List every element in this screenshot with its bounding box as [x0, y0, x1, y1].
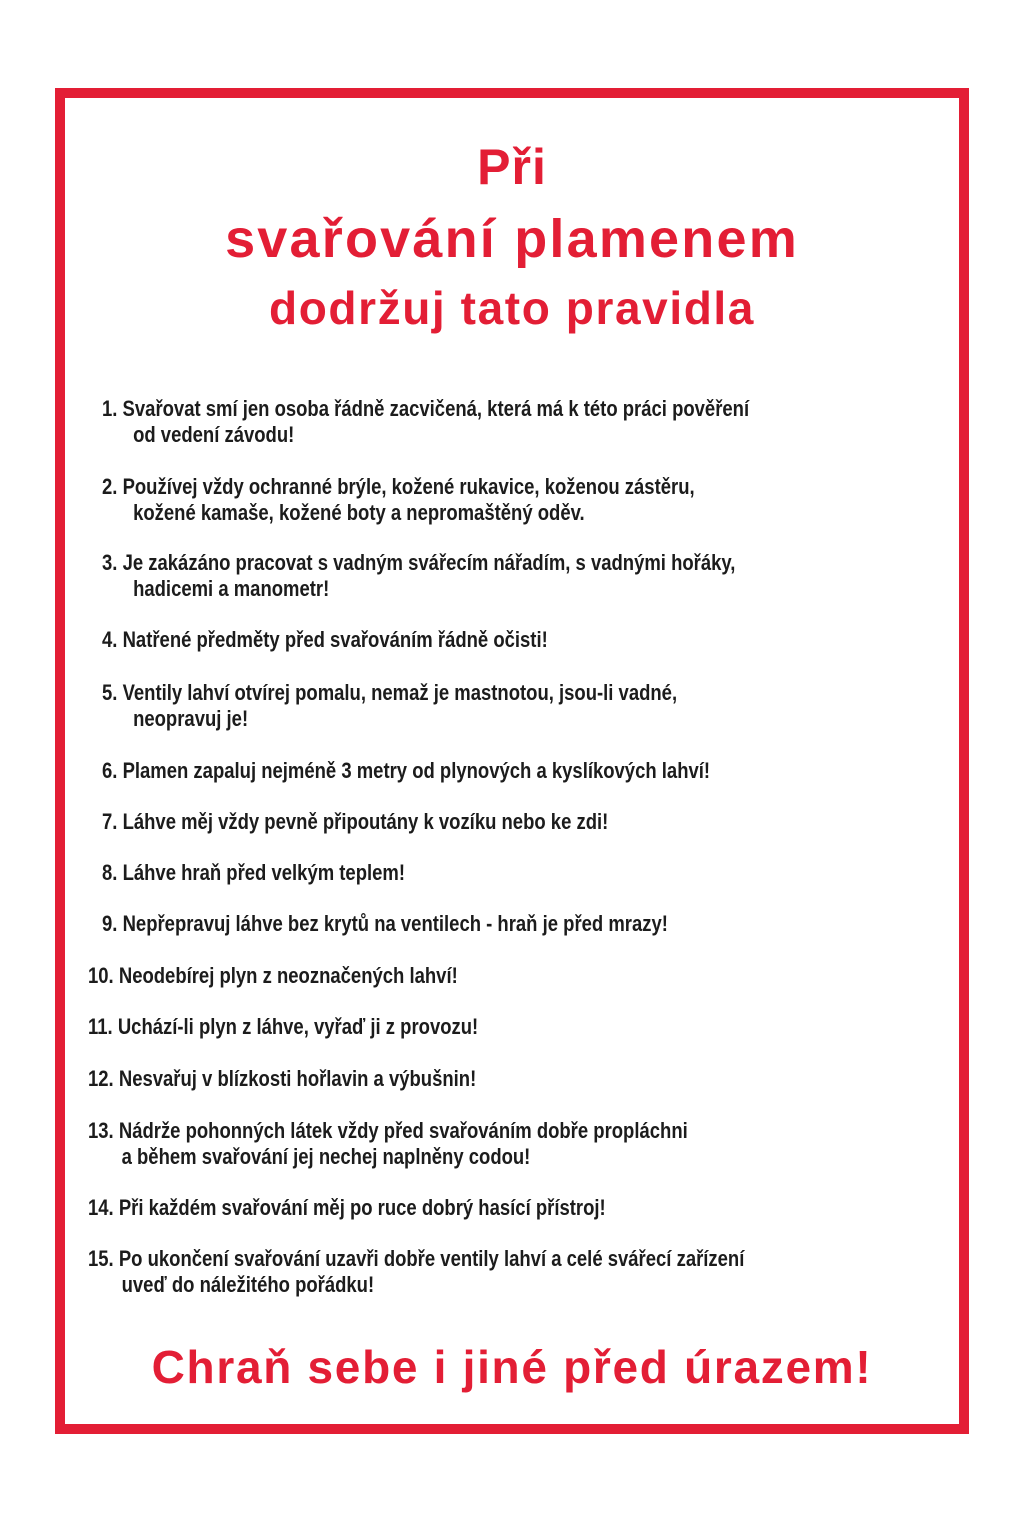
rule-item: [102, 627, 548, 653]
rule-item: [88, 1118, 688, 1170]
rule-text-continued: kožené kamaše, kožené boty a nepromaštěný oděv.: [133, 500, 585, 525]
rule-number: 14.: [88, 1195, 114, 1220]
title-line-3: dodržuj tato pravidla: [269, 282, 755, 334]
rule-number: 5.: [102, 680, 118, 705]
rule-number: 9.: [102, 911, 118, 936]
rule-number: 12.: [88, 1066, 114, 1091]
safety-slogan: Chraň sebe i jiné před úrazem!: [151, 1341, 873, 1393]
rule-number: 8.: [102, 860, 118, 885]
rule-item: [102, 809, 608, 835]
rule-text: Je zakázáno pracovat s vadným svářecím nářadím, s vadnými hořáky,: [122, 550, 736, 575]
title-line-2: svařování plamenem: [225, 209, 799, 269]
rule-text: Nesvařuj v blízkosti hořlavin a výbušnin!: [118, 1066, 477, 1091]
rule-text: Používej vždy ochranné brýle, kožené rukavice, koženou zástěru,: [122, 474, 695, 499]
rule-text: Uchází-li plyn z láhve, vyřaď ji z provozu!: [117, 1014, 479, 1039]
rule-number: 13.: [88, 1118, 114, 1143]
rule-number: 2.: [102, 474, 118, 499]
rule-item: [102, 396, 749, 448]
rule-text: Svařovat smí jen osoba řádně zacvičená, která má k této práci pověření: [117, 396, 750, 421]
rule-number: 7.: [102, 809, 118, 834]
rule-item: [102, 474, 695, 526]
rule-text: Láhve měj vždy pevně připoutány k vozíku nebo ke zdi!: [122, 809, 609, 834]
rule-text-continued: neopravuj je!: [133, 706, 249, 731]
title-line-1: Při: [477, 139, 547, 195]
rule-item: [88, 1246, 744, 1298]
rule-item: [88, 1195, 606, 1221]
rule-text-continued: hadicemi a manometr!: [133, 576, 330, 601]
rule-item: [102, 911, 668, 937]
rule-text-continued: a během svařování jej nechej naplněny codou!: [121, 1144, 531, 1169]
rule-number: 10.: [88, 963, 114, 988]
rule-text-continued: uveď do náležitého pořádku!: [121, 1272, 375, 1297]
rule-item: [88, 1066, 476, 1092]
rule-number: 1.: [102, 396, 118, 421]
rule-number: 11.: [88, 1014, 113, 1039]
rule-text: Při každém svařování měj po ruce dobrý hasící přístroj!: [118, 1195, 606, 1220]
rule-text: Natřené předměty před svařováním řádně očisti!: [122, 627, 548, 652]
rule-number: 3.: [102, 550, 118, 575]
rule-item: [102, 758, 710, 784]
rule-text: Láhve hraň před velkým teplem!: [122, 860, 406, 885]
rule-text: Nepřepravuj láhve bez krytů na ventilech - hraň je před mrazy!: [122, 911, 668, 936]
rule-number: 15.: [88, 1246, 114, 1271]
rule-text: Po ukončení svařování uzavři dobře ventily lahví a celé svářecí zařízení: [118, 1246, 745, 1271]
rule-number: 4.: [102, 627, 118, 652]
rule-text: Ventily lahví otvírej pomalu, nemaž je mastnotou, jsou-li vadné,: [122, 680, 678, 705]
rule-item: [88, 1014, 478, 1040]
rule-text: Neodebírej plyn z neoznačených lahví!: [118, 963, 458, 988]
rule-number: 6.: [102, 758, 118, 783]
rule-item: [88, 963, 458, 989]
rule-item: [102, 680, 677, 732]
rule-text: Nádrže pohonných látek vždy před svařováním dobře propláchni: [118, 1118, 688, 1143]
rule-item: [102, 550, 735, 602]
rule-item: [102, 860, 405, 886]
rule-text-continued: od vedení závodu!: [133, 422, 295, 447]
rule-text: Plamen zapaluj nejméně 3 metry od plynových a kyslíkových lahví!: [122, 758, 711, 783]
